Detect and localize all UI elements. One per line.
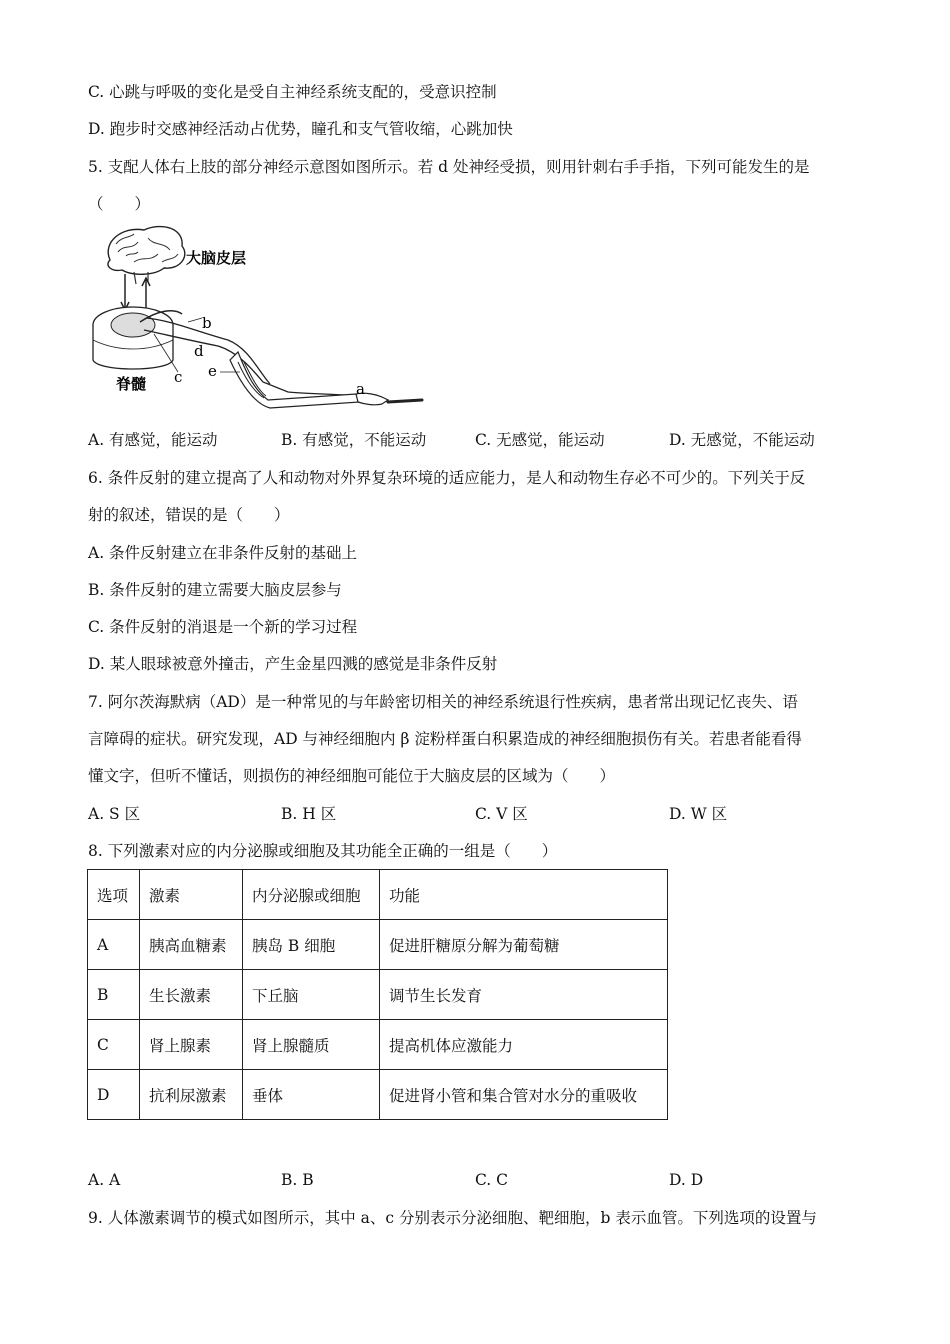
label-e: e [208,362,217,380]
question-9-stem: 9. 人体激素调节的模式如图所示，其中 a、c 分别表示分泌细胞、靶细胞，b 表示血管。下列选项的设置与 [88,1209,817,1227]
q7-option-c[interactable]: C. V 区 [475,805,528,823]
q5-option-d[interactable]: D. 无感觉，不能运动 [669,431,815,449]
label-a: a [356,380,365,398]
q6-option-b[interactable]: B. 条件反射的建立需要大脑皮层参与 [88,581,342,599]
q8-option-a[interactable]: A. A [88,1171,121,1189]
table-row [88,1020,668,1070]
table-cell: C [88,1020,140,1070]
q5-option-c[interactable]: C. 无感觉，能运动 [475,431,605,449]
q7-option-d[interactable]: D. W 区 [669,805,728,823]
table-header-row [88,870,668,920]
table-cell: 肾上腺髓质 [243,1020,380,1070]
question-5-options [88,430,878,450]
q7-option-b[interactable]: B. H 区 [281,805,337,823]
nerve-diagram [88,222,438,418]
question-6-stem-cont: 射的叙述，错误的是（ ） [88,506,290,524]
label-cortex: 大脑皮层 [186,249,247,267]
label-c: c [174,368,183,386]
table-header-cell: 功能 [380,870,668,920]
table-cell: 下丘脑 [243,970,380,1020]
q6-option-c[interactable]: C. 条件反射的消退是一个新的学习过程 [88,618,358,636]
table-cell: A [88,920,140,970]
table-cell: 调节生长发育 [380,970,668,1020]
question-6-stem: 6. 条件反射的建立提高了人和动物对外界复杂环境的适应能力，是人和动物生存必不可少的。下列关于反 [88,469,806,487]
table-cell: B [88,970,140,1020]
table-row [88,1070,668,1120]
q6-option-d[interactable]: D. 某人眼球被意外撞击，产生金星四溅的感觉是非条件反射 [88,655,498,673]
question-5-stem: 5. 支配人体右上肢的部分神经示意图如图所示。若 d 处神经受损，则用针刺右手手指，下列可能发生的是 [88,158,810,176]
table-cell: 肾上腺素 [140,1020,243,1070]
q6-option-a[interactable]: A. 条件反射建立在非条件反射的基础上 [88,544,358,562]
q5-option-b[interactable]: B. 有感觉，不能运动 [281,431,427,449]
table-cell: 胰高血糖素 [140,920,243,970]
q8-option-b[interactable]: B. B [281,1171,314,1189]
table-cell: 胰岛 B 细胞 [243,920,380,970]
brain-icon [108,227,185,284]
question-5-blank: （ ） [88,195,151,213]
table-header-cell: 激素 [140,870,243,920]
label-b: b [202,314,212,332]
table-cell: D [88,1070,140,1120]
question-7-options [88,804,878,824]
question-8-stem: 8. 下列激素对应的内分泌腺或细胞及其功能全正确的一组是（ ） [88,842,558,860]
q7-option-a[interactable]: A. S 区 [88,805,141,823]
option-c-text: C. 心跳与呼吸的变化是受自主神经系统支配的，受意识控制 [88,83,497,101]
table-header-cell: 选项 [88,870,140,920]
table-cell: 提高机体应激能力 [380,1020,668,1070]
question-7-stem: 7. 阿尔茨海默病（AD）是一种常见的与年龄密切相关的神经系统退行性疾病，患者常出现记忆丧失、语 [88,693,798,711]
q5-option-a[interactable]: A. 有感觉，能运动 [88,431,218,449]
question-7-stem-cont: 言障碍的症状。研究发现，AD 与神经细胞内 β 淀粉样蛋白积累造成的神经细胞损伤有关。若患者能看得 [88,730,802,748]
label-d: d [194,342,204,360]
table-cell: 促进肾小管和集合管对水分的重吸收 [380,1070,668,1120]
table-cell: 抗利尿激素 [140,1070,243,1120]
question-7-stem-cont2: 懂文字，但听不懂话，则损伤的神经细胞可能位于大脑皮层的区域为（ ） [88,767,616,785]
table-header-cell: 内分泌腺或细胞 [243,870,380,920]
question-8-options [88,1170,878,1190]
option-d-text: D. 跑步时交感神经活动占优势，瞳孔和支气管收缩，心跳加快 [88,120,513,138]
hormone-table [87,869,668,1120]
table-row [88,970,668,1020]
table-row [88,920,668,970]
spinal-cord-icon [93,307,173,369]
q8-option-d[interactable]: D. D [669,1171,704,1189]
table-cell: 生长激素 [140,970,243,1020]
table-cell: 促进肝糖原分解为葡萄糖 [380,920,668,970]
label-spine: 脊髓 [116,375,147,393]
table-cell: 垂体 [243,1070,380,1120]
q8-option-c[interactable]: C. C [475,1171,509,1189]
